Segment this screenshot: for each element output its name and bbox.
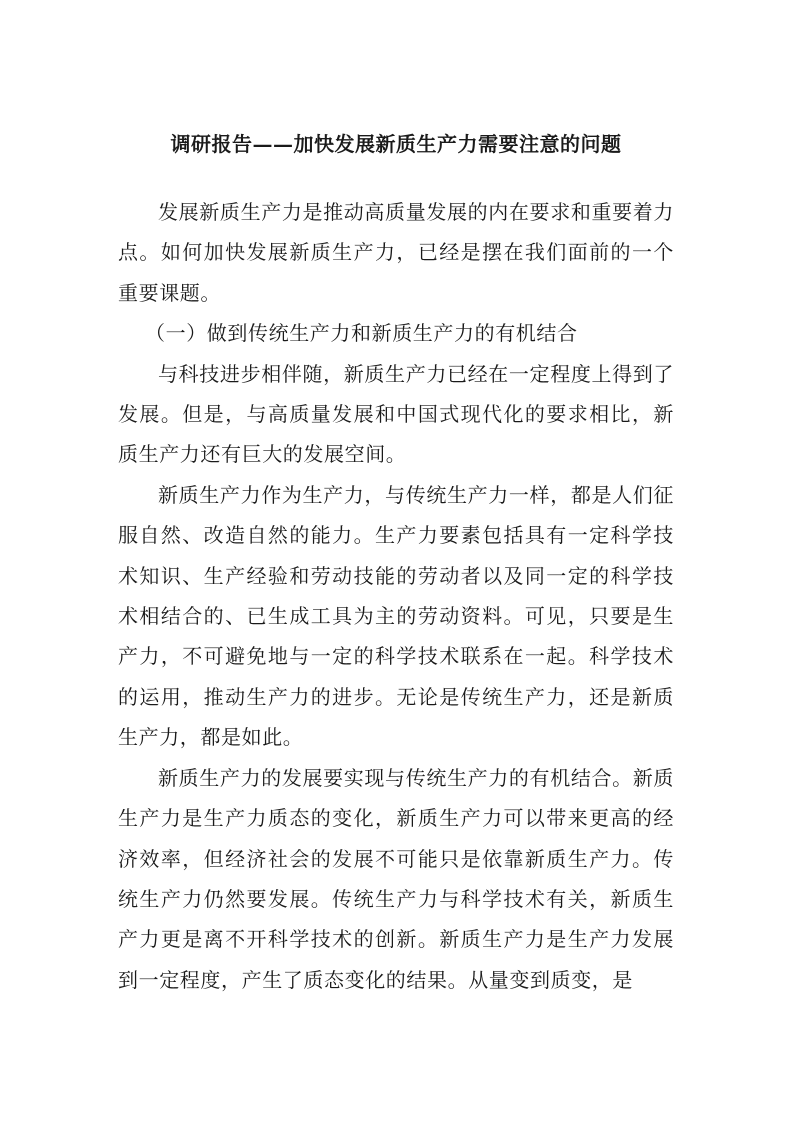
paragraph: 新质生产力作为生产力，与传统生产力一样，都是人们征服自然、改造自然的能力。生产力要素包括具有一定科学技术知识、生产经验和劳动技能的劳动者以及同一定的科学技术相结合的、已生成工具为主的劳动资料。可见，只要是生产力，不可避免地与一定的科学技术联系在一起。科学技术的运用，推动生产力的进步。无论是传统生产力，还是新质生产力，都是如此。 [118, 482, 674, 750]
paragraph: 新质生产力的发展要实现与传统生产力的有机结合。新质生产力是生产力质态的变化，新质生产力可以带来更高的经济效率，但经济社会的发展不可能只是依靠新质生产力。传统生产力仍然要发展。传统生产力与科学技术有关，新质生产力更是离不开科学技术的创新。新质生产力是生产力发展到一定程度，产生了质态变化的结果。从量变到质变，是 [118, 765, 674, 992]
paragraph-intro: 发展新质生产力是推动高质量发展的内在要求和重要着力点。如何加快发展新质生产力，已经是摆在我们面前的一个重要课题。 [118, 200, 674, 305]
document-title: 调研报告——加快发展新质生产力需要注意的问题 [170, 132, 622, 156]
paragraph: 与科技进步相伴随，新质生产力已经在一定程度上得到了发展。但是，与高质量发展和中国式现代化的要求相比，新质生产力还有巨大的发展空间。 [118, 361, 674, 467]
document-body [118, 192, 674, 1000]
section-heading: （一）做到传统生产力和新质生产力的有机结合 [145, 321, 578, 346]
